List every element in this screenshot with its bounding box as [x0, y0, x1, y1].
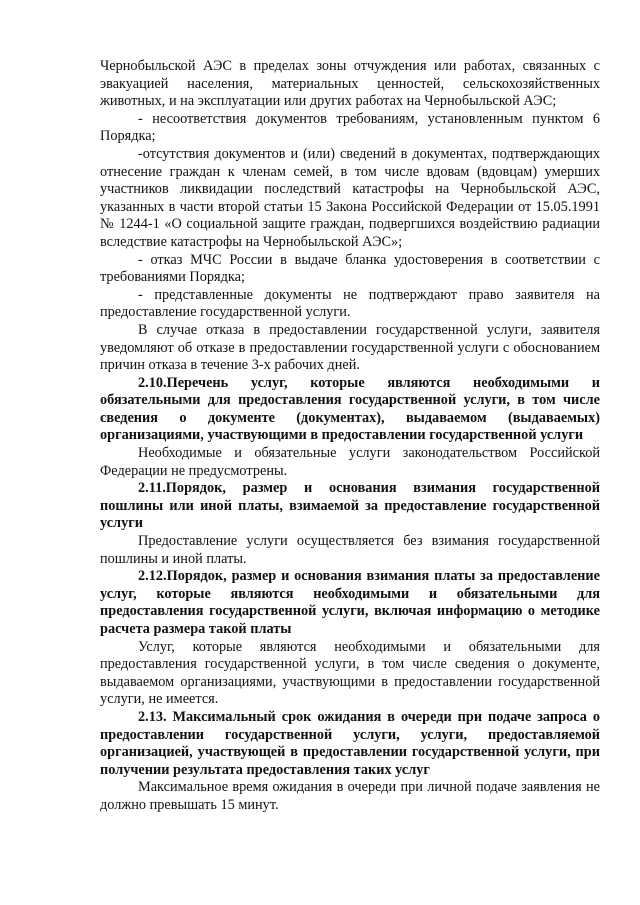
- section-heading-2-11: 2.11.Порядок, размер и основания взимания государственной пошлины или иной платы, взимаемой за предоставление государственной услуги: [100, 480, 600, 532]
- paragraph-list-item: - несоответствия документов требованиям, установленным пунктом 6 Порядка;: [100, 110, 600, 145]
- paragraph-body: Предоставление услуги осуществляется без взимания государственной пошлины и иной платы.: [100, 533, 600, 567]
- document-page: [100, 58, 600, 815]
- section-heading-2-13: 2.13. Максимальный срок ожидания в очереди при подаче запроса о предоставлении государственной услуги, услуги, предоставляемой организацией, участвующей в предоставлении государственной услуги, при получении результата предоставления таких услуг: [100, 708, 600, 778]
- paragraph-body: Максимальное время ожидания в очереди при личной подаче заявления не должно превышать 15 минут.: [100, 779, 600, 813]
- paragraph-body: Услуг, которые являются необходимыми и обязательными для предоставления государственной услуги, в том числе сведения о документе, выдаваемом организациями, участвующими в предоставлении государственной услуги, не имеется.: [100, 638, 600, 708]
- paragraph-list-item: - отказ МЧС России в выдаче бланка удостоверения в соответствии с требованиями Порядка;: [100, 251, 600, 286]
- paragraph-body: Необходимые и обязательные услуги законодательством Российской Федерации не предусмотрены.: [100, 445, 600, 479]
- paragraph-list-item: -отсутствия документов и (или) сведений в документах, подтверждающих отнесение граждан к членам семей, в том числе вдовам (вдовцам) умерших участников ликвидации последствий катастрофы на Чернобыльской АЭС, указанных в части второй статьи 15 Закона Российской Федерации от 15.05.1991 № 1244-1 «О социальной защите граждан, подвергшихся воздействию радиации вследствие катастрофы на Чернобыльской АЭС»;: [100, 145, 600, 250]
- paragraph-list-item: - представленные документы не подтверждают право заявителя на предоставление государственной услуги.: [100, 286, 600, 321]
- section-heading-2-12: 2.12.Порядок, размер и основания взимания платы за предоставление услуг, которые являются необходимыми и обязательными для предоставления государственной услуги, включая информацию о методике расчета размера такой платы: [100, 568, 600, 637]
- section-heading-2-10: 2.10.Перечень услуг, которые являются необходимыми и обязательными для предоставления государственной услуги, в том числе сведения о документе (документах), выдаваемом (выдаваемых) организациями, участвующими в предоставлении государственной услуги: [100, 374, 600, 444]
- paragraph-body: В случае отказа в предоставлении государственной услуги, заявителя уведомляют об отказе в предоставлении государственной услуги с обоснованием причин отказа в течение 3-х рабочих дней.: [100, 321, 600, 374]
- paragraph-continuation: Чернобыльской АЭС в пределах зоны отчуждения или работах, связанных с эвакуацией населения, материальных ценностей, сельскохозяйственных животных, и на эксплуатации или других работах на Чернобыльской АЭС;: [100, 58, 600, 110]
